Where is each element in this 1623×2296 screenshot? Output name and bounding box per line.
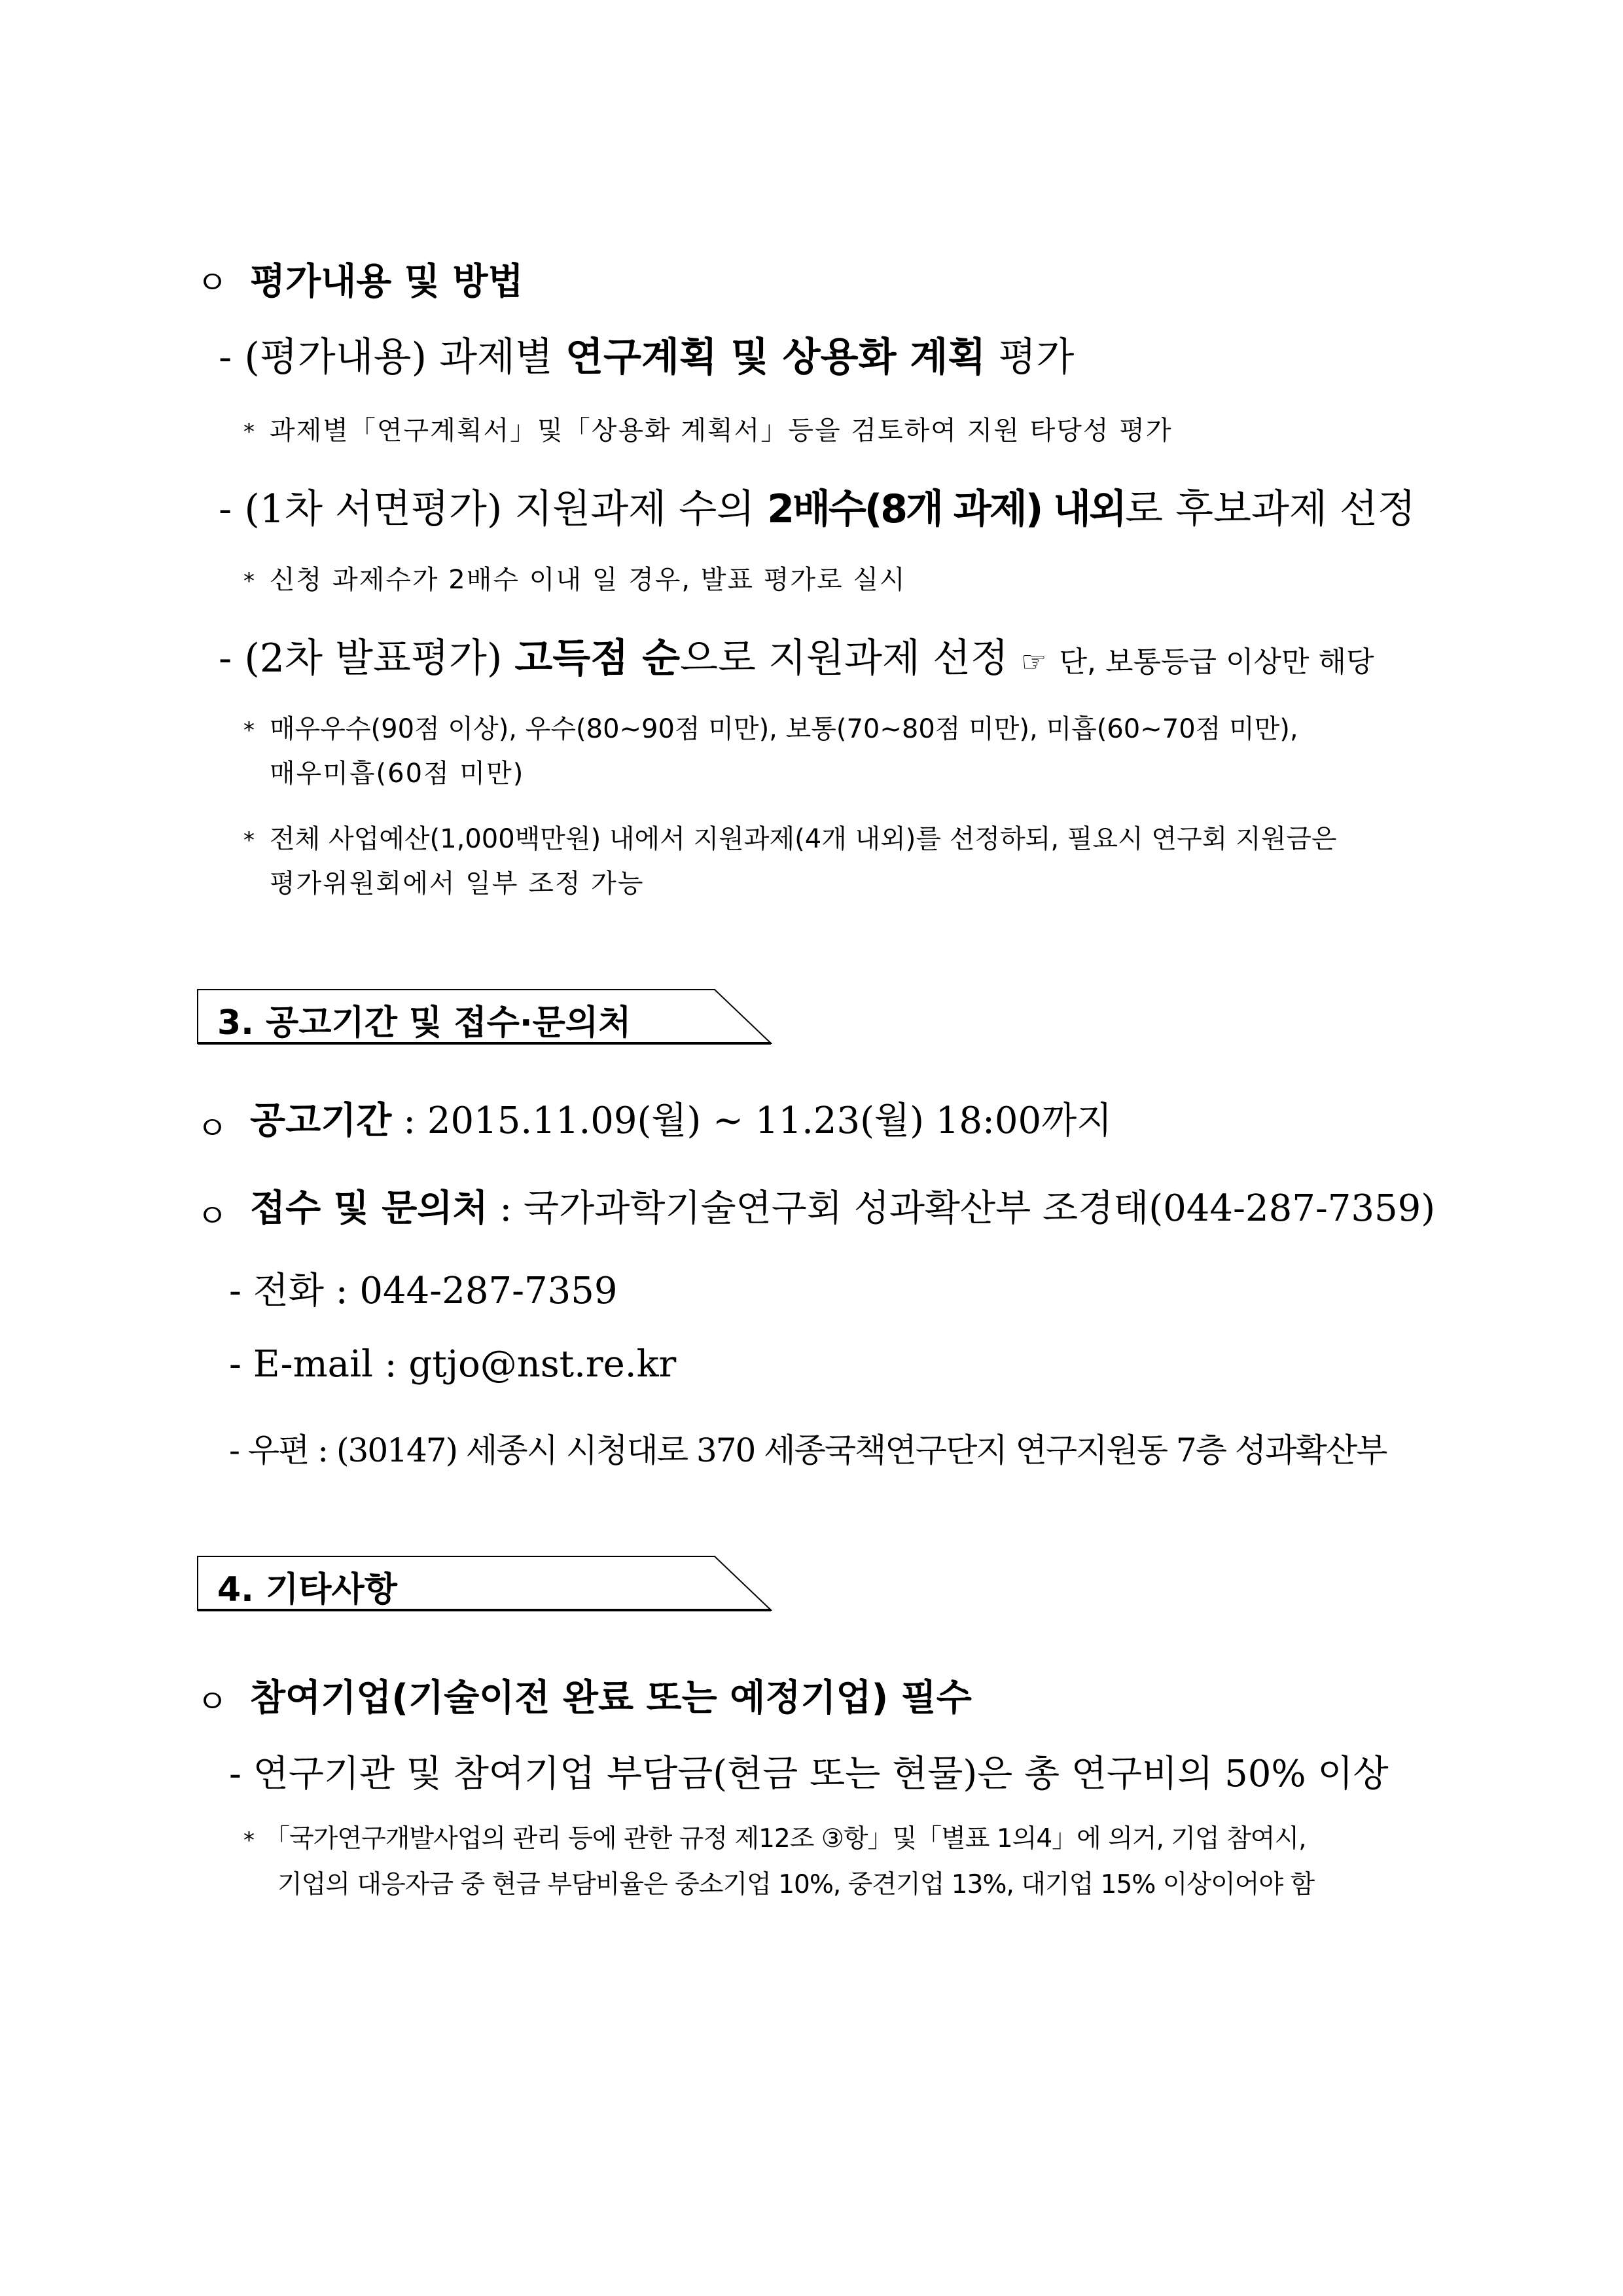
eval-item2-prefix: (1차 서면평가) 지원과제 수의 <box>244 486 755 532</box>
eval-heading: 평가내용 및 방법 <box>250 260 524 303</box>
email: E-mail : gtjo@nst.re.kr <box>253 1343 677 1386</box>
eval-item1-bold: 연구계획 및 상용화 계획 <box>565 334 986 380</box>
eval-item1-suffix: 평가 <box>998 334 1075 380</box>
participation-item1-text: 연구기관 및 참여기업 부담금(현금 또는 현물)은 총 연구비의 50% 이상 <box>253 1753 1389 1795</box>
eval-item3-bold: 고득점 순 <box>514 636 681 681</box>
note-star: * <box>243 827 255 853</box>
participation-item1 <box>229 1745 1389 1797</box>
participation-note-line2: 기업의 대응자금 중 현금 부담비율은 중소기업 10%, 중견기업 13%, 대기업 15% 이상이어야 함 <box>277 1870 1315 1899</box>
contact-value: : 국가과학기술연구회 성과확산부 조경태(044-287-7359) <box>499 1187 1436 1230</box>
eval-note3-line1: 매우우수(90점 이상), 우수(80~90점 미만), 보통(70~80점 미만), 미흡(60~70점 미만), <box>270 714 1298 744</box>
section4-title: 4. 기타사항 <box>217 1570 397 1609</box>
email-line <box>229 1343 676 1386</box>
contact-line <box>250 1179 1435 1232</box>
eval-item3-tail: 단, 보통등급 이상만 해당 <box>1059 645 1374 679</box>
dash: - <box>229 1343 241 1386</box>
period-line <box>250 1092 1112 1144</box>
dash: - <box>219 486 232 532</box>
phone-line <box>229 1262 618 1314</box>
note-star: * <box>243 419 255 445</box>
eval-item1-prefix: (평가내용) 과제별 <box>244 334 553 380</box>
note-star: * <box>243 717 255 744</box>
bullet-eval: ㅇ <box>196 264 228 302</box>
eval-item2-suffix: 로 후보과제 선정 <box>1125 486 1416 532</box>
dash: - <box>219 636 232 681</box>
eval-item3 <box>219 627 1374 683</box>
dash: - <box>229 1753 241 1795</box>
bullet-contact: ㅇ <box>196 1197 228 1235</box>
dash: - <box>229 1431 239 1469</box>
section4-header <box>196 1555 772 1611</box>
dash: - <box>229 1270 241 1312</box>
pointing-hand-icon: ☞ <box>1020 645 1047 679</box>
eval-item2-bold: 2배수(8개 과제) 내외 <box>767 486 1126 532</box>
post: 우편 : (30147) 세종시 시청대로 370 세종국책연구단지 연구지원동 7층 성과확산부 <box>247 1431 1387 1469</box>
contact-label: 접수 및 문의처 <box>250 1187 488 1230</box>
eval-note4-line2: 평가위원회에서 일부 조정 가능 <box>270 869 645 899</box>
eval-note2: 신청 과제수가 2배수 이내 일 경우, 발표 평가로 실시 <box>270 565 906 595</box>
period-value: : 2015.11.09(월) ~ 11.23(월) 18:00까지 <box>403 1100 1113 1142</box>
eval-note1: 과제별「연구계획서」및「상용화 계획서」등을 검토하여 지원 타당성 평가 <box>270 416 1173 446</box>
eval-item2 <box>219 478 1416 534</box>
eval-note4-line1: 전체 사업예산(1,000백만원) 내에서 지원과제(4개 내외)를 선정하되, 필요시 연구회 지원금은 <box>270 824 1337 854</box>
eval-item3-suffix: 으로 지원과제 선정 <box>680 636 1008 681</box>
post-line <box>229 1424 1386 1471</box>
period-label: 공고기간 <box>250 1100 392 1142</box>
eval-item1 <box>219 326 1074 382</box>
participation-heading: 참여기업(기술이전 완료 또는 예정기업) 필수 <box>250 1677 972 1719</box>
section3-title: 3. 공고기간 및 접수·문의처 <box>217 1003 632 1043</box>
note-star: * <box>243 568 255 594</box>
bullet-participation: ㅇ <box>196 1683 228 1721</box>
dash: - <box>219 334 232 380</box>
note-star: * <box>243 1827 255 1854</box>
eval-item3-prefix: (2차 발표평가) <box>244 636 503 681</box>
bullet-period: ㅇ <box>196 1109 228 1147</box>
participation-note-line1: 「국가연구개발사업의 관리 등에 관한 규정 제12조 ③항」및「별표 1의4」에 의거, 기업 참여시, <box>264 1824 1306 1854</box>
eval-note3-line2: 매우미흡(60점 미만) <box>270 759 525 789</box>
section3-header <box>196 988 772 1045</box>
phone: 전화 : 044-287-7359 <box>253 1270 618 1312</box>
